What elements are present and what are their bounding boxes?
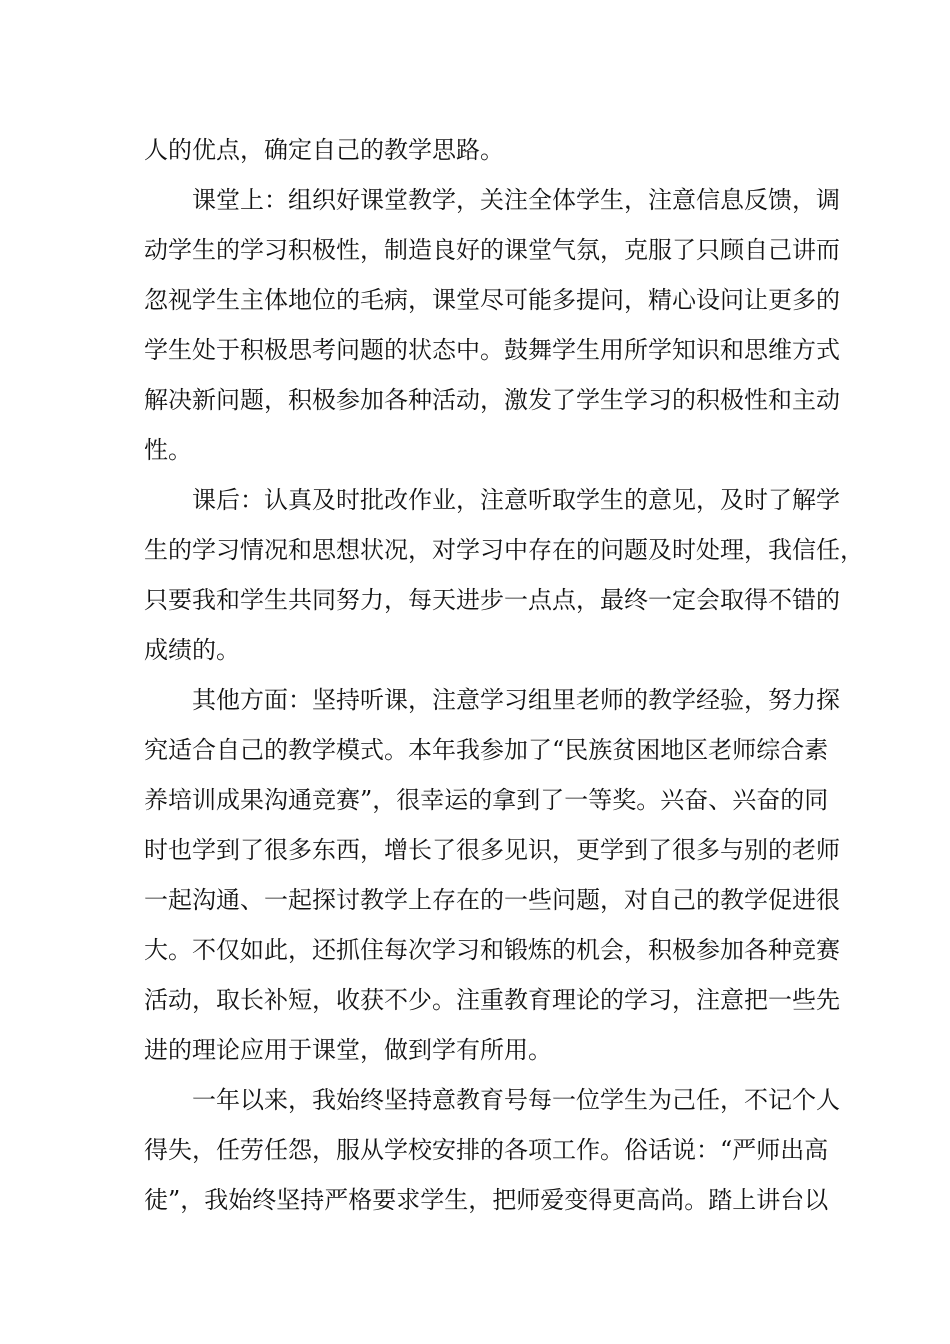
text-line: 学生处于积极思考问题的状态中。鼓舞学生用所学知识和思维方式: [144, 336, 840, 364]
paragraph-start-line: 课后：认真及时批改作业，注意听取学生的意见，及时了解学: [192, 486, 840, 514]
text-line: 人的优点，确定自己的教学思路。: [144, 136, 504, 164]
paragraph-start-line: 一年以来，我始终坚持意教育号每一位学生为己任，不记个人: [192, 1086, 840, 1114]
text-line: 大。不仅如此，还抓住每次学习和锻炼的机会，积极参加各种竞赛: [144, 936, 840, 964]
text-line: 只要我和学生共同努力，每天进步一点点，最终一定会取得不错的: [144, 586, 840, 614]
text-line: 时也学到了很多东西，增长了很多见识，更学到了很多与别的老师: [144, 836, 840, 864]
text-line: 一起沟通、一起探讨教学上存在的一些问题，对自己的教学促进很: [144, 886, 840, 914]
text-line: 性。: [144, 436, 192, 464]
text-line: 究适合自己的教学模式。本年我参加了“民族贫困地区老师综合素: [144, 736, 829, 764]
text-line: 徒”，我始终坚持严格要求学生，把师爱变得更高尚。踏上讲台以: [144, 1186, 829, 1214]
text-line: 动学生的学习积极性，制造良好的课堂气氛，克服了只顾自己讲而: [144, 236, 840, 264]
text-line: 成绩的。: [144, 636, 240, 664]
text-line: 解决新问题，积极参加各种活动，激发了学生学习的积极性和主动: [144, 386, 840, 414]
text-line: 生的学习情况和思想状况，对学习中存在的问题及时处理，我信任，: [144, 536, 864, 564]
text-line: 得失，任劳任怨，服从学校安排的各项工作。俗话说：“严师出高: [144, 1136, 829, 1164]
text-line: 活动，取长补短，收获不少。注重教育理论的学习，注意把一些先: [144, 986, 840, 1014]
text-line: 忽视学生主体地位的毛病，课堂尽可能多提问，精心设问让更多的: [144, 286, 840, 314]
text-line: 进的理论应用于课堂，做到学有所用。: [144, 1036, 552, 1064]
text-line: 养培训成果沟通竞赛”，很幸运的拿到了一等奖。兴奋、兴奋的同: [144, 786, 829, 814]
paragraph-start-line: 课堂上：组织好课堂教学，关注全体学生，注意信息反馈，调: [192, 186, 840, 214]
paragraph-start-line: 其他方面：坚持听课，注意学习组里老师的教学经验，努力探: [192, 686, 840, 714]
